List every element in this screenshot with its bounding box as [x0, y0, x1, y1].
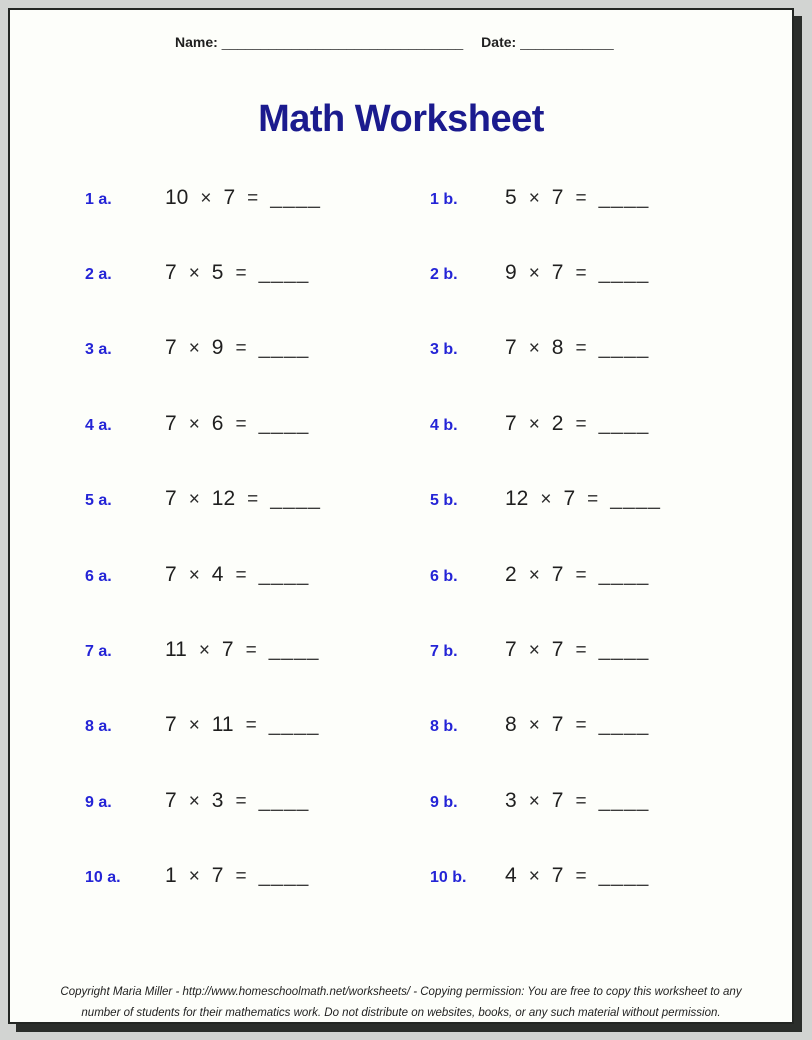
- problem-row-1: [85, 160, 745, 235]
- answer-blank: ____: [258, 336, 310, 360]
- problem-number: 3 a.: [85, 341, 112, 359]
- problem-number: 3 b.: [430, 341, 458, 359]
- problem-number: 7 a.: [85, 643, 112, 661]
- problem-number: 6 a.: [85, 567, 112, 585]
- problem-number: 1 a.: [85, 190, 112, 208]
- copyright-footer: [10, 982, 792, 1023]
- name-blank-line: _______________________________: [221, 34, 464, 50]
- answer-blank: ____: [598, 336, 650, 360]
- equals-sign: =: [235, 866, 247, 888]
- times-sign: ×: [528, 790, 540, 812]
- factor-1: 10: [165, 185, 189, 209]
- factor-1: 7: [165, 411, 177, 435]
- problem-number: 4 a.: [85, 416, 112, 434]
- factor-2: 7: [551, 185, 564, 209]
- problem-row-6: [85, 537, 745, 612]
- factor-2: 3: [211, 788, 224, 812]
- problem-row-4: [85, 386, 745, 461]
- problem-number: 7 b.: [430, 643, 458, 661]
- answer-blank: ____: [598, 638, 650, 662]
- answer-blank: ____: [598, 713, 650, 737]
- times-sign: ×: [188, 413, 200, 435]
- problem-number: 2 b.: [430, 266, 458, 284]
- problem-8-b: [430, 713, 649, 737]
- factor-1: 8: [505, 713, 517, 737]
- factor-1: 3: [505, 788, 517, 812]
- factor-2: 7: [551, 788, 564, 812]
- answer-blank: ____: [610, 487, 661, 511]
- problem-6-a: [85, 563, 309, 587]
- equals-sign: =: [247, 187, 259, 209]
- problem-row-5: [85, 462, 745, 537]
- name-label: Name:: [175, 34, 218, 50]
- times-sign: ×: [188, 715, 200, 737]
- factor-1: 2: [505, 562, 517, 586]
- answer-blank: ____: [258, 788, 310, 812]
- factor-1: 7: [165, 487, 177, 511]
- equals-sign: =: [247, 489, 259, 511]
- problem-7-a: [85, 638, 319, 662]
- factor-2: 8: [551, 336, 564, 360]
- problem-9-b: [430, 789, 649, 813]
- name-date-header: [175, 34, 614, 50]
- factor-2: 11: [211, 713, 234, 737]
- factor-1: 7: [505, 336, 517, 360]
- problems-grid: [85, 160, 745, 914]
- problem-row-8: [85, 688, 745, 763]
- answer-blank: ____: [258, 562, 310, 586]
- times-sign: ×: [198, 640, 210, 662]
- factor-2: 7: [551, 864, 564, 888]
- times-sign: ×: [200, 187, 212, 209]
- times-sign: ×: [528, 187, 540, 209]
- equals-sign: =: [575, 338, 587, 360]
- worksheet-page: [8, 8, 794, 1024]
- answer-blank: ____: [598, 261, 650, 285]
- factor-2: 6: [211, 411, 224, 435]
- equals-sign: =: [575, 866, 587, 888]
- problem-9-a: [85, 789, 309, 813]
- factor-1: 4: [505, 864, 517, 888]
- factor-2: 7: [223, 185, 236, 209]
- times-sign: ×: [528, 413, 540, 435]
- factor-1: 7: [165, 788, 177, 812]
- problem-number: 10 a.: [85, 869, 121, 887]
- problem-number: 4 b.: [430, 416, 458, 434]
- factor-2: 2: [551, 411, 564, 435]
- date-label: Date:: [481, 34, 517, 50]
- problem-10-b: [430, 864, 649, 888]
- equals-sign: =: [575, 564, 587, 586]
- problem-3-a: [85, 336, 309, 360]
- answer-blank: ____: [258, 411, 310, 435]
- times-sign: ×: [188, 263, 200, 285]
- factor-1: 7: [165, 261, 177, 285]
- problem-number: 5 a.: [85, 492, 112, 510]
- equals-sign: =: [245, 640, 257, 662]
- equals-sign: =: [587, 489, 599, 511]
- problem-number: 6 b.: [430, 567, 458, 585]
- factor-1: 7: [165, 713, 177, 737]
- equals-sign: =: [235, 338, 247, 360]
- problem-number: 8 a.: [85, 718, 112, 736]
- times-sign: ×: [540, 489, 552, 511]
- date-blank-line: ____________: [520, 34, 614, 50]
- problem-number: 5 b.: [430, 492, 458, 510]
- equals-sign: =: [575, 640, 587, 662]
- problem-5-b: [430, 487, 661, 511]
- problem-2-b: [430, 261, 649, 285]
- problem-6-b: [430, 563, 649, 587]
- problem-7-b: [430, 638, 649, 662]
- equals-sign: =: [575, 715, 587, 737]
- factor-1: 7: [505, 638, 517, 662]
- factor-2: 7: [221, 638, 234, 662]
- factor-1: 5: [505, 185, 517, 209]
- answer-blank: ____: [268, 638, 320, 662]
- factor-2: 7: [211, 864, 224, 888]
- answer-blank: ____: [268, 713, 320, 737]
- equals-sign: =: [235, 564, 247, 586]
- problem-row-7: [85, 612, 745, 687]
- problem-4-a: [85, 412, 309, 436]
- problem-row-3: [85, 311, 745, 386]
- times-sign: ×: [528, 338, 540, 360]
- footer-line-1: Copyright Maria Miller - http://www.homeschoolmath.net/worksheets/ - Copying permission: You are free to copy this worksheet to any: [60, 986, 742, 998]
- factor-1: 11: [165, 638, 187, 662]
- problem-10-a: [85, 864, 309, 888]
- answer-blank: ____: [598, 864, 650, 888]
- factor-2: 7: [551, 638, 564, 662]
- times-sign: ×: [188, 489, 200, 511]
- equals-sign: =: [575, 790, 587, 812]
- factor-2: 7: [551, 562, 564, 586]
- equals-sign: =: [235, 790, 247, 812]
- problem-1-a: [85, 186, 321, 210]
- answer-blank: ____: [598, 562, 650, 586]
- factor-2: 12: [211, 487, 236, 511]
- factor-1: 7: [505, 411, 517, 435]
- equals-sign: =: [235, 413, 247, 435]
- factor-2: 4: [211, 562, 224, 586]
- equals-sign: =: [575, 187, 587, 209]
- times-sign: ×: [528, 866, 540, 888]
- problem-row-2: [85, 235, 745, 310]
- times-sign: ×: [188, 866, 200, 888]
- factor-1: 1: [165, 864, 177, 888]
- problem-row-10: [85, 839, 745, 914]
- times-sign: ×: [528, 640, 540, 662]
- equals-sign: =: [575, 413, 587, 435]
- problem-5-a: [85, 487, 321, 511]
- times-sign: ×: [528, 263, 540, 285]
- problem-number: 1 b.: [430, 190, 458, 208]
- problem-2-a: [85, 261, 309, 285]
- equals-sign: =: [575, 263, 587, 285]
- factor-2: 7: [551, 261, 564, 285]
- footer-line-2: number of students for their mathematics work. Do not distribute on websites, books, or any such material without permission.: [81, 1006, 721, 1019]
- answer-blank: ____: [598, 788, 650, 812]
- answer-blank: ____: [258, 261, 310, 285]
- problem-8-a: [85, 713, 319, 737]
- page-title: Math Worksheet: [258, 98, 544, 140]
- times-sign: ×: [528, 715, 540, 737]
- answer-blank: ____: [598, 411, 650, 435]
- factor-2: 5: [211, 261, 224, 285]
- factor-2: 7: [551, 713, 564, 737]
- times-sign: ×: [188, 790, 200, 812]
- answer-blank: ____: [598, 185, 650, 209]
- factor-1: 12: [505, 487, 529, 511]
- problem-1-b: [430, 186, 649, 210]
- factor-1: 7: [165, 562, 177, 586]
- answer-blank: ____: [270, 185, 321, 209]
- factor-1: 7: [165, 336, 177, 360]
- problem-3-b: [430, 336, 649, 360]
- equals-sign: =: [245, 715, 257, 737]
- problem-number: 10 b.: [430, 869, 467, 887]
- factor-2: 7: [563, 487, 576, 511]
- equals-sign: =: [235, 263, 247, 285]
- problem-number: 9 a.: [85, 793, 112, 811]
- times-sign: ×: [528, 564, 540, 586]
- times-sign: ×: [188, 564, 200, 586]
- problem-4-b: [430, 412, 649, 436]
- answer-blank: ____: [258, 864, 310, 888]
- problem-number: 2 a.: [85, 266, 112, 284]
- problem-row-9: [85, 763, 745, 838]
- problem-number: 9 b.: [430, 793, 458, 811]
- problem-number: 8 b.: [430, 718, 458, 736]
- answer-blank: ____: [270, 487, 321, 511]
- factor-1: 9: [505, 261, 517, 285]
- factor-2: 9: [211, 336, 224, 360]
- times-sign: ×: [188, 338, 200, 360]
